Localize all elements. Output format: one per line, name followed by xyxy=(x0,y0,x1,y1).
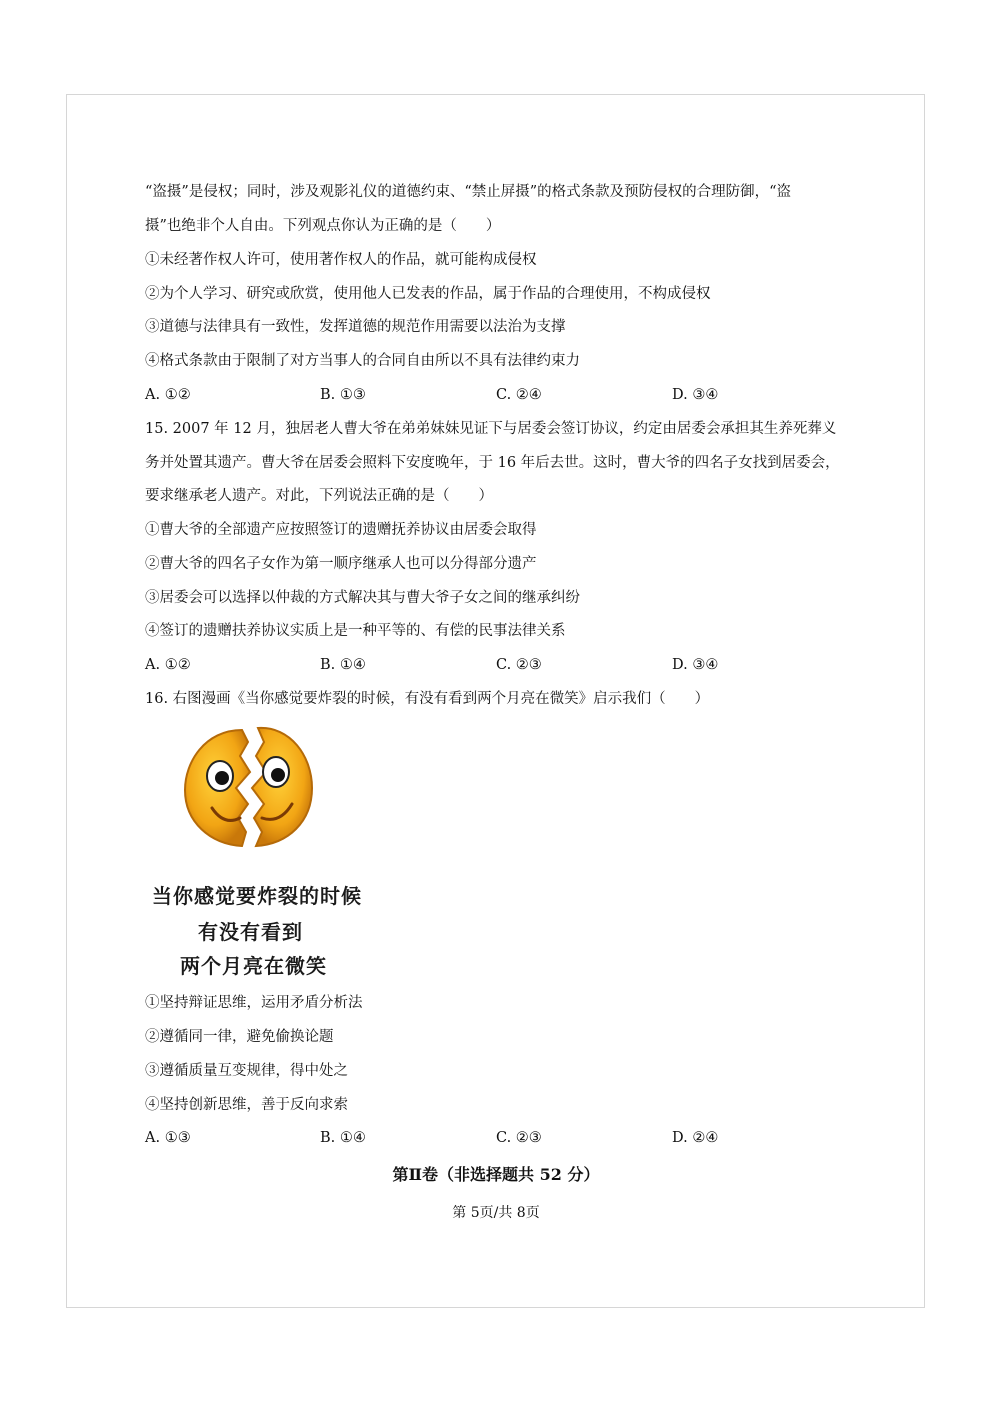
cracked-moon-face-icon xyxy=(150,722,380,862)
q15-option-d[interactable]: D. ③④ xyxy=(672,657,719,673)
q14-item-1: ①未经著作权人许可，使用著作权人的作品，就可能构成侵权 xyxy=(145,252,537,268)
q14-option-a[interactable]: A. ①② xyxy=(145,387,191,403)
q15-item-4: ④签订的遗赠扶养协议实质上是一种平等的、有偿的民事法律关系 xyxy=(145,623,566,639)
q14-stem-line-1: “盗摄”是侵权；同时，涉及观影礼仪的道德约束、“禁止屏摄”的格式条款及预防侵权的合理防御，“盗 xyxy=(145,184,792,200)
q15-item-2: ②曹大爷的四名子女作为第一顺序继承人也可以分得部分遗产 xyxy=(145,556,537,572)
q16-item-4: ④坚持创新思维，善于反向求索 xyxy=(145,1097,348,1113)
q14-stem-line-2: 摄”也绝非个人自由。下列观点你认为正确的是（ ） xyxy=(145,218,501,234)
q14-item-3: ③道德与法律具有一致性，发挥道德的规范作用需要以法治为支撑 xyxy=(145,319,566,335)
q16-stem: 16. 右图漫画《当你感觉要炸裂的时候，有没有看到两个月亮在微笑》启示我们（ ） xyxy=(145,691,710,707)
q15-stem-line-2: 务并处置其遗产。曹大爷在居委会照料下安度晚年，于 16 年后去世。这时，曹大爷的四名子女找到居委会， xyxy=(145,455,840,471)
q15-option-c[interactable]: C. ②③ xyxy=(496,657,542,673)
comic-caption-line-3: 两个月亮在微笑 xyxy=(180,954,327,978)
q16-option-b[interactable]: B. ①④ xyxy=(320,1130,366,1146)
q14-options xyxy=(145,385,865,405)
q15-stem-line-3: 要求继承老人遗产。对此，下列说法正确的是（ ） xyxy=(145,488,493,504)
q15-option-a[interactable]: A. ①② xyxy=(145,657,191,673)
comic-illustration xyxy=(150,722,380,987)
q14-option-d[interactable]: D. ③④ xyxy=(672,387,719,403)
q14-item-4: ④格式条款由于限制了对方当事人的合同自由所以不具有法律约束力 xyxy=(145,353,580,369)
q16-option-a[interactable]: A. ①③ xyxy=(145,1130,191,1146)
q16-options xyxy=(145,1128,865,1148)
q14-option-b[interactable]: B. ①③ xyxy=(320,387,366,403)
q15-option-b[interactable]: B. ①④ xyxy=(320,657,366,673)
comic-caption-line-2: 有没有看到 xyxy=(198,920,303,944)
q15-item-1: ①曹大爷的全部遗产应按照签订的遗赠抚养协议由居委会取得 xyxy=(145,522,537,538)
q14-item-2: ②为个人学习、研究或欣赏，使用他人已发表的作品，属于作品的合理使用，不构成侵权 xyxy=(145,286,711,302)
section-title: 第Ⅱ卷（非选择题共 52 分） xyxy=(392,1165,600,1184)
q16-option-d[interactable]: D. ②④ xyxy=(672,1130,719,1146)
q15-options xyxy=(145,655,865,675)
q16-option-c[interactable]: C. ②③ xyxy=(496,1130,542,1146)
q16-item-2: ②遵循同一律，避免偷换论题 xyxy=(145,1029,334,1045)
q16-item-3: ③遵循质量互变规律，得中处之 xyxy=(145,1063,348,1079)
q16-item-1: ①坚持辩证思维，运用矛盾分析法 xyxy=(145,995,363,1011)
page-number: 第 5页/共 8页 xyxy=(452,1205,540,1221)
q15-item-3: ③居委会可以选择以仲裁的方式解决其与曹大爷子女之间的继承纠纷 xyxy=(145,590,580,606)
q14-option-c[interactable]: C. ②④ xyxy=(496,387,542,403)
q15-stem-line-1: 15. 2007 年 12 月，独居老人曹大爷在弟弟妹妹见证下与居委会签订协议，约定由居委会承担其生养死葬义 xyxy=(145,421,837,437)
comic-caption-line-1: 当你感觉要炸裂的时候 xyxy=(152,884,362,908)
